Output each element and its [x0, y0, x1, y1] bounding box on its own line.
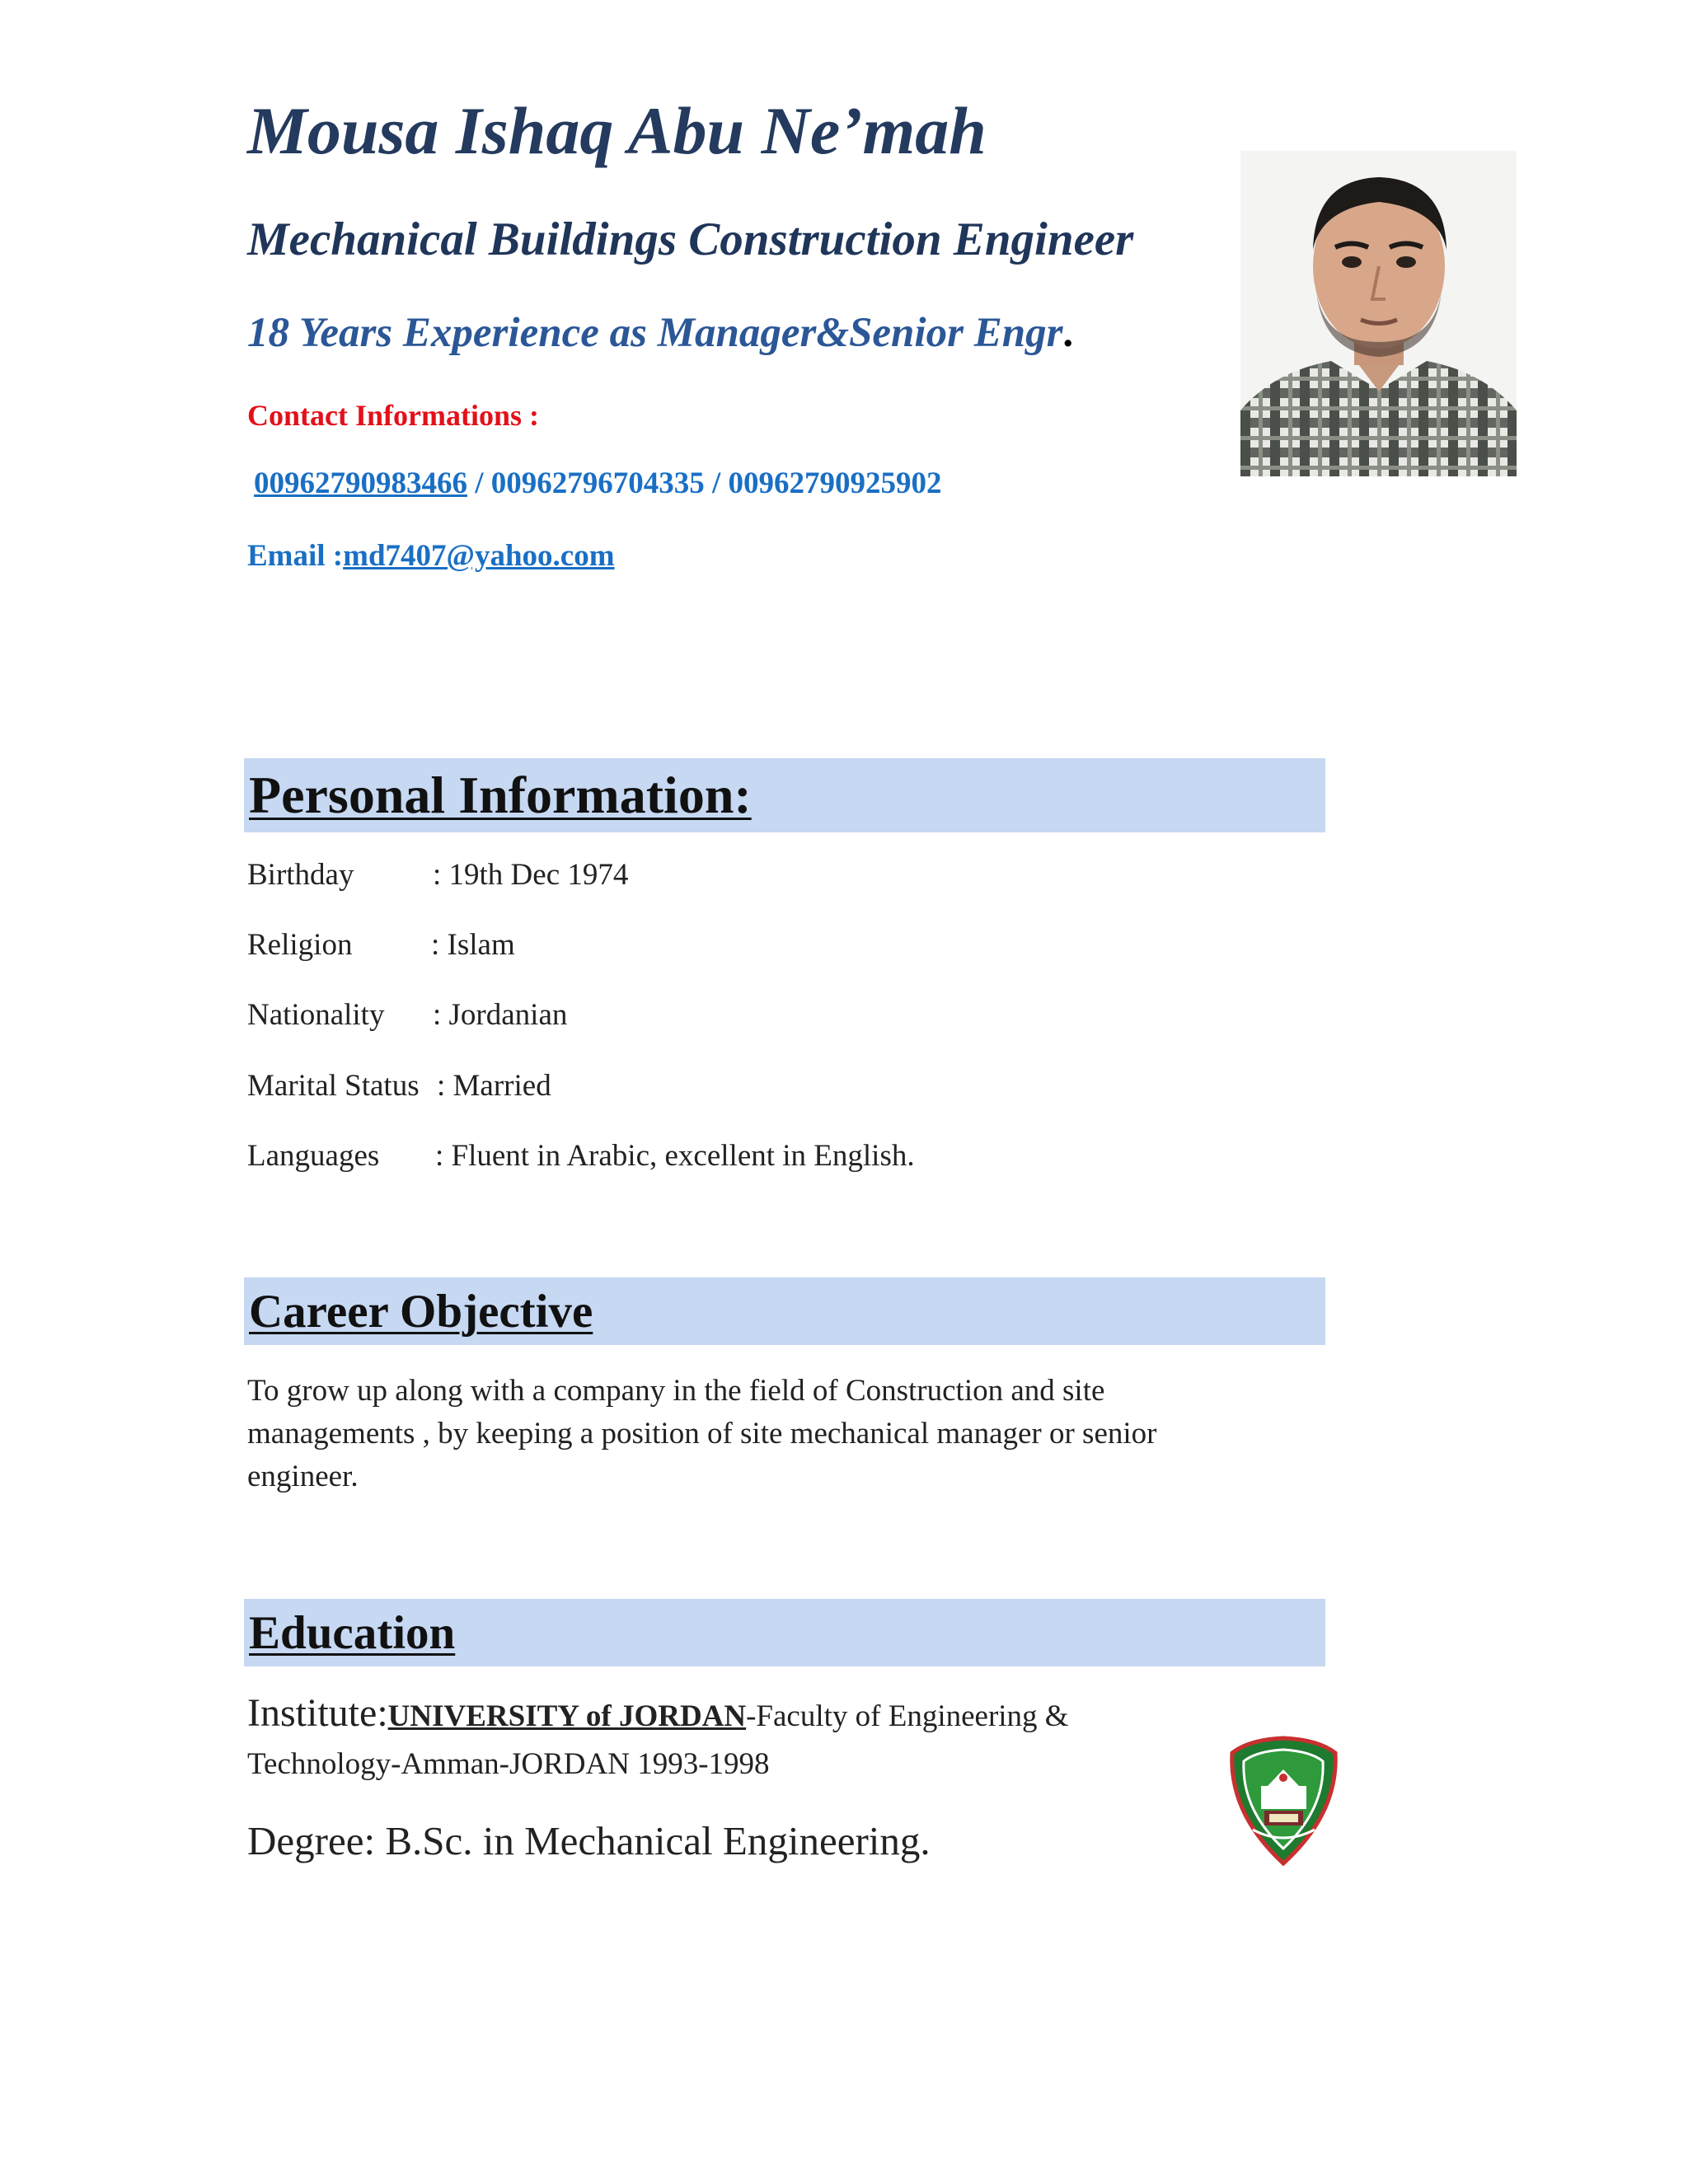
- email-line: [247, 538, 615, 574]
- candidate-name: Mousa Ishaq Abu Ne’mah: [247, 93, 987, 168]
- info-label: Nationality: [247, 998, 385, 1032]
- info-row-marital-status: [247, 1068, 551, 1104]
- university-logo: [1228, 1735, 1339, 1867]
- profile-photo-illustration: [1240, 151, 1517, 476]
- info-value: : 19th Dec 1974: [433, 858, 629, 892]
- institute-label: Institute:: [247, 1691, 388, 1735]
- institute-line: [247, 1690, 1179, 1788]
- email-label: Email :: [247, 539, 344, 573]
- experience-summary: [247, 309, 1073, 357]
- info-row-languages: [247, 1138, 915, 1174]
- section-header-personal-information: [244, 758, 1325, 832]
- email-link[interactable]: md7407@yahoo.com: [343, 539, 615, 573]
- contact-label: Contact Informations :: [247, 399, 539, 432]
- info-value: : Islam: [431, 928, 515, 962]
- university-name: UNIVERSITY of JORDAN: [387, 1699, 747, 1733]
- section-title-education: Education: [249, 1607, 456, 1659]
- job-title: Mechanical Buildings Construction Engineer: [247, 213, 1134, 265]
- section-header-career-objective: [244, 1277, 1325, 1345]
- info-row-birthday: [247, 857, 629, 893]
- info-value: : Married: [437, 1069, 551, 1103]
- info-row-religion: [247, 927, 515, 963]
- info-value: : Fluent in Arabic, excellent in English.: [435, 1139, 915, 1173]
- institute-details: -Faculty of Engineering & Technology-Amman-JORDAN 1993-1998: [247, 1699, 1069, 1781]
- university-crest-icon: [1228, 1735, 1339, 1867]
- info-label: Marital Status: [247, 1069, 420, 1103]
- phone-link-primary[interactable]: 00962790983466: [254, 466, 467, 500]
- info-value: : Jordanian: [433, 998, 568, 1032]
- career-objective-text: To grow up along with a company in the field of Construction and site managements , by keeping a position of site mechanical manager or senior engineer.: [247, 1374, 1157, 1493]
- info-label: Languages: [247, 1139, 380, 1173]
- section-title-personal-information: Personal Information:: [249, 766, 752, 824]
- info-row-nationality: [247, 997, 568, 1033]
- profile-photo: [1240, 151, 1517, 476]
- experience-period: .: [1062, 310, 1074, 356]
- section-title-career-objective: Career Objective: [249, 1286, 593, 1338]
- section-header-education: [244, 1599, 1325, 1666]
- phone-numbers: [254, 466, 942, 501]
- info-label: Birthday: [247, 858, 354, 892]
- info-label: Religion: [247, 928, 353, 962]
- phone-numbers-other: / 00962796704335 / 00962790925902: [467, 466, 942, 500]
- degree-line: Degree: B.Sc. in Mechanical Engineering.: [247, 1818, 931, 1863]
- experience-text: 18 Years Experience as Manager&Senior Engr: [247, 310, 1063, 356]
